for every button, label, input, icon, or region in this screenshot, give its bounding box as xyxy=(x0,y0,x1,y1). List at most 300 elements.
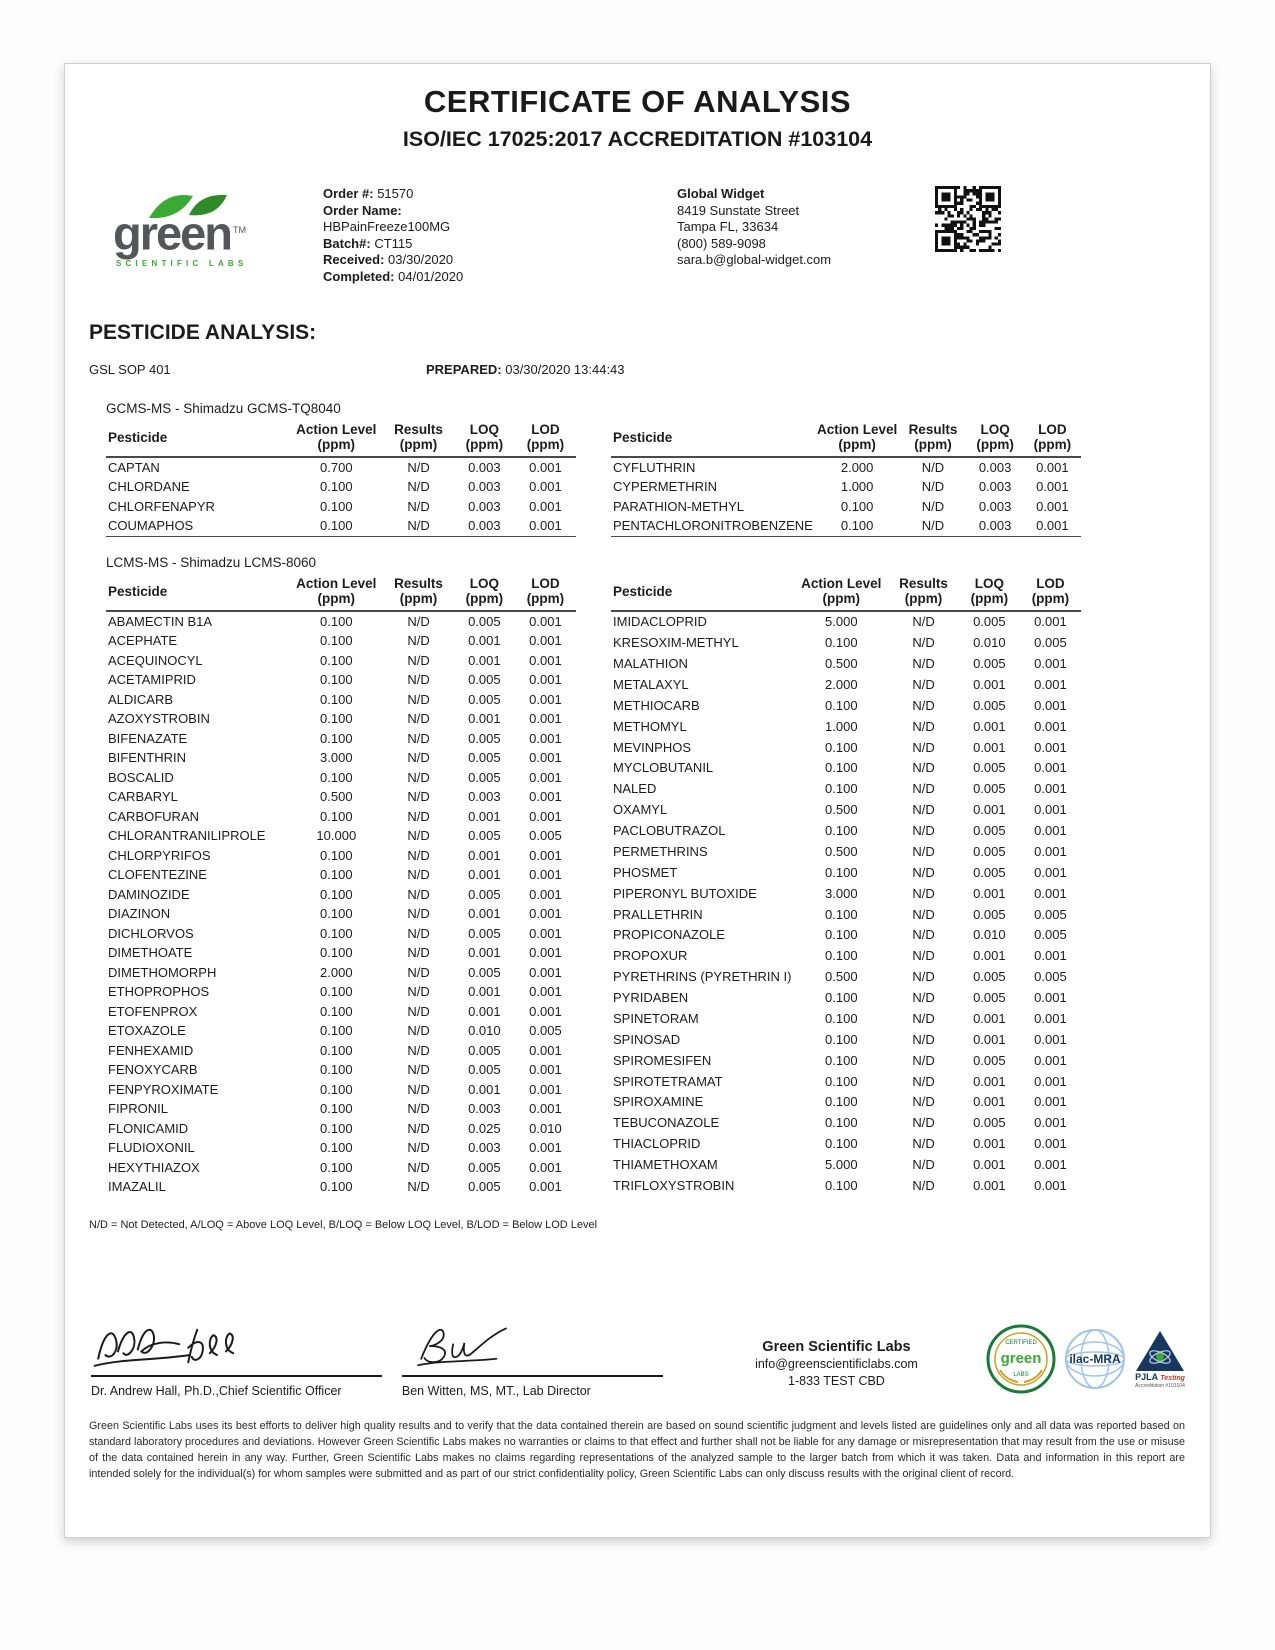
cell-value: N/D xyxy=(407,459,430,475)
cell-value: 0.100 xyxy=(320,1062,353,1077)
cell-value: 0.005 xyxy=(529,1023,562,1038)
cell-value: 0.500 xyxy=(825,843,858,859)
table-row xyxy=(106,729,576,749)
cell-value: 0.001 xyxy=(529,769,562,785)
cell-pesticide: DIMETHOMORPH xyxy=(108,964,217,980)
cell-value: 0.100 xyxy=(825,760,858,776)
table-row xyxy=(106,749,576,769)
column-header-results: Results (ppm) xyxy=(383,420,454,457)
cell-pesticide: BIFENTHRIN xyxy=(108,750,186,765)
table-row xyxy=(611,925,1081,946)
cell-value: N/D xyxy=(407,1140,430,1155)
cell-value: 0.100 xyxy=(320,984,353,999)
cell-value: 0.100 xyxy=(825,927,858,943)
table-row xyxy=(106,1080,576,1100)
cell-value: 0.001 xyxy=(529,945,562,960)
cell-value: 0.005 xyxy=(973,906,1006,922)
green-certified-seal-icon xyxy=(986,1324,1056,1394)
cell-pesticide: SPIROMESIFEN xyxy=(613,1052,712,1068)
cell-value: 0.001 xyxy=(529,672,562,687)
cell-pesticide: ACETAMIPRID xyxy=(108,672,196,687)
gcms-table-right xyxy=(611,420,1081,537)
cell-value: N/D xyxy=(921,498,945,514)
cell-value: 0.100 xyxy=(320,1140,353,1155)
cell-value: N/D xyxy=(912,843,935,859)
table-row xyxy=(106,497,576,517)
cell-value: 0.001 xyxy=(1034,656,1067,672)
lcms-tables xyxy=(106,574,1186,1197)
cell-pesticide: CARBARYL xyxy=(108,789,178,804)
lcms-table-right xyxy=(611,574,1081,1197)
trademark-symbol: TM xyxy=(233,225,246,235)
cell-value: 0.100 xyxy=(320,479,353,494)
cell-value: N/D xyxy=(921,479,945,494)
cell-value: 0.100 xyxy=(320,1101,353,1116)
cell-value: 0.001 xyxy=(1034,676,1067,692)
table-row xyxy=(611,633,1081,654)
client-address-line1: 8419 Sunstate Street xyxy=(677,202,800,218)
column-header-pesticide: Pesticide xyxy=(106,574,289,611)
cell-value: 0.001 xyxy=(973,1157,1006,1173)
cell-value: N/D xyxy=(912,739,935,755)
green-scientific-labs-logo xyxy=(113,186,281,268)
cell-pesticide: FLONICAMID xyxy=(108,1120,189,1136)
cell-pesticide: ETHOPROPHOS xyxy=(108,984,210,999)
table-row xyxy=(611,1113,1081,1134)
cell-pesticide: FENPYROXIMATE xyxy=(108,1081,219,1097)
cell-value: 0.005 xyxy=(1034,906,1067,922)
prepared-row xyxy=(89,362,1186,379)
cell-value: 0.005 xyxy=(468,672,501,687)
table-row xyxy=(106,1100,576,1120)
cell-pesticide: BIFENAZATE xyxy=(108,730,188,746)
cell-value: 0.100 xyxy=(825,1031,858,1047)
table-row xyxy=(106,827,576,847)
cell-value: N/D xyxy=(912,948,935,964)
cell-pesticide: CYFLUTHRIN xyxy=(613,459,696,475)
cell-value: N/D xyxy=(407,1120,430,1136)
cell-value: 0.001 xyxy=(1034,823,1067,839)
cell-value: 0.005 xyxy=(468,1062,501,1077)
lcms-right-body xyxy=(611,611,1081,1197)
table-row xyxy=(611,821,1081,842)
cell-value: 0.001 xyxy=(973,1136,1006,1152)
cell-value: 1.000 xyxy=(840,479,874,494)
cell-value: 1.000 xyxy=(825,718,858,734)
cell-value: 0.001 xyxy=(468,867,501,882)
cell-value: 0.005 xyxy=(468,769,501,785)
cell-value: 0.005 xyxy=(468,925,501,941)
cell-value: N/D xyxy=(407,1003,430,1019)
cell-value: 0.001 xyxy=(529,925,562,941)
cell-value: 0.100 xyxy=(320,847,353,863)
cell-value: 0.001 xyxy=(529,906,562,921)
cell-value: 0.100 xyxy=(320,1179,353,1194)
gcms-tables xyxy=(106,420,1186,537)
client-address-line2: Tampa FL, 33634 xyxy=(677,219,779,234)
cell-value: 0.003 xyxy=(468,789,501,804)
cell-value: 0.001 xyxy=(1034,1031,1067,1047)
cell-pesticide: FENOXYCARB xyxy=(108,1062,198,1077)
cell-value: 0.001 xyxy=(529,808,562,824)
cell-value: N/D xyxy=(912,885,935,901)
cell-pesticide: PYRETHRINS (PYRETHRIN I) xyxy=(613,969,792,985)
cell-value: 0.100 xyxy=(825,1073,858,1089)
cell-value: 0.001 xyxy=(1024,517,1081,537)
cell-value: N/D xyxy=(407,1023,430,1038)
cell-pesticide: DICHLORVOS xyxy=(108,925,194,941)
cell-value: N/D xyxy=(407,633,430,648)
cell-value: 0.100 xyxy=(320,1159,353,1175)
cell-value: 0.001 xyxy=(973,1178,1006,1194)
cell-pesticide: MYCLOBUTANIL xyxy=(613,760,714,776)
signature-block-lab-director xyxy=(402,1319,663,1398)
cell-value: 0.001 xyxy=(973,885,1006,901)
table-row xyxy=(611,1092,1081,1113)
column-header-loq: LOQ (ppm) xyxy=(966,420,1023,457)
cell-value: N/D xyxy=(407,1179,430,1194)
section-title: PESTICIDE ANALYSIS: xyxy=(89,321,317,344)
table-row xyxy=(106,1061,576,1081)
cell-value: 2.000 xyxy=(840,459,874,475)
cell-pesticide: CHLORFENAPYR xyxy=(108,498,215,514)
cell-pesticide: ACEQUINOCYL xyxy=(108,652,203,668)
cell-value: 0.100 xyxy=(320,1120,353,1136)
cell-value: N/D xyxy=(407,808,430,824)
cell-value: 0.001 xyxy=(529,498,562,514)
table-row xyxy=(611,1050,1081,1071)
table-header-row xyxy=(611,420,1081,457)
cell-value: 0.001 xyxy=(529,613,562,629)
cell-value: 0.100 xyxy=(320,886,353,902)
table-row xyxy=(106,807,576,827)
cell-value: 0.100 xyxy=(825,1178,858,1194)
cell-value: 0.500 xyxy=(825,802,858,818)
cell-value: 0.001 xyxy=(529,867,562,882)
order-info xyxy=(281,186,611,285)
cell-value: N/D xyxy=(912,990,935,1006)
table-row xyxy=(611,478,1081,498)
cell-value: 0.001 xyxy=(1034,990,1067,1006)
table-row xyxy=(611,863,1081,884)
brand-wordmark: green ™ xyxy=(113,206,246,260)
cell-value: 0.100 xyxy=(840,498,874,514)
column-header-action-level: Action Level (ppm) xyxy=(289,574,383,611)
table-row xyxy=(106,944,576,964)
cell-value: 0.005 xyxy=(973,1115,1006,1131)
cell-value: 0.100 xyxy=(320,1042,353,1058)
cell-value: N/D xyxy=(407,498,430,514)
svg-text:green: green xyxy=(1000,1350,1042,1367)
order-name-value: HBPainFreeze100MG xyxy=(323,219,451,234)
cell-pesticide: ABAMECTIN B1A xyxy=(108,613,213,629)
cell-pesticide: PIPERONYL BUTOXIDE xyxy=(613,885,757,901)
cell-pesticide: PENTACHLORONITROBENZENE xyxy=(611,517,815,537)
table-row xyxy=(611,1176,1081,1197)
table-row xyxy=(611,758,1081,779)
cell-value: N/D xyxy=(912,1052,935,1068)
cell-value: 0.001 xyxy=(1034,781,1067,797)
column-header-lod: LOD (ppm) xyxy=(515,420,576,457)
cell-value: 0.100 xyxy=(825,1094,858,1110)
cell-value: N/D xyxy=(407,984,430,999)
cell-value: 0.005 xyxy=(468,1159,501,1175)
cell-value: N/D xyxy=(407,691,430,707)
cell-value: N/D xyxy=(407,613,430,629)
cell-pesticide: DIAZINON xyxy=(108,906,171,921)
cell-value: 0.005 xyxy=(468,886,501,902)
cell-value: 0.005 xyxy=(973,864,1006,880)
signature-line xyxy=(91,1375,382,1377)
cell-pesticide: ACEPHATE xyxy=(108,633,178,648)
cell-value: 0.001 xyxy=(1034,864,1067,880)
cell-value: 0.100 xyxy=(320,1003,353,1019)
cell-value: 0.001 xyxy=(468,945,501,960)
cell-value: 0.500 xyxy=(825,656,858,672)
cell-value: 0.001 xyxy=(1036,479,1069,494)
cell-value: 0.001 xyxy=(529,711,562,726)
signature-andrew-hall xyxy=(91,1319,361,1373)
table-row xyxy=(611,1030,1081,1051)
cell-pesticide: PACLOBUTRAZOL xyxy=(613,823,726,839)
cell-pesticide: PROPICONAZOLE xyxy=(613,927,725,943)
cell-value: 0.001 xyxy=(1034,614,1067,630)
signature-ben-witten xyxy=(402,1319,642,1373)
cell-value: 0.001 xyxy=(529,730,562,746)
cell-value: 0.005 xyxy=(468,964,501,980)
order-number: Order #: 51570 xyxy=(323,186,414,201)
prepared-timestamp: PREPARED: 03/30/2020 13:44:43 xyxy=(426,362,625,377)
column-header-action-level: Action Level (ppm) xyxy=(794,574,888,611)
cell-value: 0.001 xyxy=(468,906,501,921)
cell-value: 0.001 xyxy=(515,517,576,537)
cell-pesticide: BOSCALID xyxy=(108,769,174,785)
cell-value: 0.001 xyxy=(468,1081,501,1097)
table-row xyxy=(106,924,576,944)
cell-value: 0.001 xyxy=(973,1010,1006,1026)
brand-tagline: SCIENTIFIC LABS xyxy=(116,258,248,268)
client-email: sara.b@global-widget.com xyxy=(677,252,832,267)
cell-value: 0.100 xyxy=(825,781,858,797)
cell-value: 0.100 xyxy=(320,906,353,921)
cell-value: N/D xyxy=(912,1115,935,1131)
cell-value: N/D xyxy=(912,1031,935,1047)
cell-value: 0.500 xyxy=(825,969,858,985)
cell-value: 0.003 xyxy=(468,459,501,475)
table-row xyxy=(611,946,1081,967)
table-row xyxy=(106,478,576,498)
cell-value: 0.700 xyxy=(320,459,353,475)
cell-pesticide: SPIROXAMINE xyxy=(613,1094,704,1110)
cell-value: 0.001 xyxy=(468,633,501,648)
cell-pesticide: PHOSMET xyxy=(613,864,678,880)
cell-value: 0.100 xyxy=(289,517,383,537)
column-header-loq: LOQ (ppm) xyxy=(959,574,1020,611)
client-info xyxy=(611,186,883,269)
cell-value: N/D xyxy=(912,676,935,692)
cell-value: 0.005 xyxy=(973,781,1006,797)
page-title: CERTIFICATE OF ANALYSIS xyxy=(423,84,852,119)
cell-value: 0.003 xyxy=(468,1101,501,1116)
cell-value: N/D xyxy=(912,1073,935,1089)
cell-value: 0.100 xyxy=(320,730,353,746)
cell-value: 0.100 xyxy=(825,1136,858,1152)
cell-value: 0.001 xyxy=(1036,498,1069,514)
cell-value: 3.000 xyxy=(825,885,858,901)
received-date: Received: 03/30/2020 xyxy=(323,252,454,267)
cell-value: N/D xyxy=(912,823,935,839)
cell-value: 0.001 xyxy=(973,802,1006,818)
cell-value: 0.003 xyxy=(468,1140,501,1155)
cell-value: 0.001 xyxy=(1034,1136,1067,1152)
cell-value: 0.500 xyxy=(320,789,353,804)
cell-pesticide: THIAMETHOXAM xyxy=(613,1157,718,1173)
cell-value: 0.001 xyxy=(468,1003,501,1019)
table-row xyxy=(611,988,1081,1009)
table-row xyxy=(611,1155,1081,1176)
cell-pesticide: IMAZALIL xyxy=(108,1179,166,1194)
table-row xyxy=(106,1139,576,1159)
cell-value: 0.005 xyxy=(973,1052,1006,1068)
cell-value: 0.100 xyxy=(825,697,858,713)
table-row xyxy=(106,632,576,652)
svg-text:CERTIFIED: CERTIFIED xyxy=(1005,1340,1037,1346)
table-row xyxy=(611,779,1081,800)
table-row xyxy=(611,967,1081,988)
cell-value: 0.001 xyxy=(468,711,501,726)
cell-value: 0.001 xyxy=(529,459,562,475)
table-row xyxy=(611,842,1081,863)
cell-value: 0.100 xyxy=(825,1115,858,1131)
cell-value: 0.005 xyxy=(468,750,501,765)
cell-value: 0.001 xyxy=(1034,1157,1067,1173)
cell-value: 0.100 xyxy=(825,635,858,651)
cell-value: 0.100 xyxy=(320,652,353,668)
cell-pesticide: PARATHION-METHYL xyxy=(613,498,744,514)
table-row xyxy=(106,671,576,691)
cell-value: 0.100 xyxy=(320,1081,353,1097)
cell-value: 0.010 xyxy=(468,1023,501,1038)
cell-value: 0.001 xyxy=(1034,1094,1067,1110)
cell-pesticide: MALATHION xyxy=(613,656,688,672)
cell-value: N/D xyxy=(407,886,430,902)
legend-footnote: N/D = Not Detected, A/LOQ = Above LOQ Level, B/LOQ = Below LOQ Level, B/LOD = Below LOD Level xyxy=(89,1219,598,1231)
signature-line xyxy=(402,1375,663,1377)
cell-value: 0.010 xyxy=(973,635,1006,651)
gcms-instrument-title: GCMS-MS - Shimadzu GCMS-TQ8040 xyxy=(106,401,341,416)
cell-value: 0.005 xyxy=(1034,969,1067,985)
cell-value: 0.001 xyxy=(973,1073,1006,1089)
cell-value: N/D xyxy=(407,1042,430,1058)
pjla-seal-icon xyxy=(1134,1329,1186,1389)
cell-value: 0.100 xyxy=(825,948,858,964)
ilac-mra-seal-icon xyxy=(1063,1327,1127,1391)
cell-value: 0.001 xyxy=(529,633,562,648)
cell-value: 0.001 xyxy=(1034,843,1067,859)
column-header-results: Results (ppm) xyxy=(899,420,966,457)
cell-value: 0.003 xyxy=(978,459,1012,475)
cell-value: 0.005 xyxy=(529,828,562,843)
cell-value: 0.001 xyxy=(529,964,562,980)
column-header-lod: LOD (ppm) xyxy=(1024,420,1081,457)
cell-value: 0.005 xyxy=(973,656,1006,672)
table-row xyxy=(106,788,576,808)
cell-value: N/D xyxy=(912,864,935,880)
column-header-pesticide: Pesticide xyxy=(611,574,794,611)
cell-value: N/D xyxy=(383,517,454,537)
table-row xyxy=(106,1119,576,1139)
column-header-action-level: Action Level (ppm) xyxy=(289,420,383,457)
lcms-left-body xyxy=(106,611,576,1197)
table-row xyxy=(611,737,1081,758)
cell-value: N/D xyxy=(407,1062,430,1077)
cell-pesticide: OXAMYL xyxy=(613,802,668,818)
cell-value: N/D xyxy=(912,906,935,922)
cell-value: 0.100 xyxy=(825,739,858,755)
cell-value: 3.000 xyxy=(320,750,353,765)
cell-value: N/D xyxy=(912,635,935,651)
cell-value: 0.001 xyxy=(529,847,562,863)
table-header-row xyxy=(106,574,576,611)
cell-value: N/D xyxy=(407,1159,430,1175)
cell-value: 0.005 xyxy=(468,691,501,707)
cell-value: N/D xyxy=(912,927,935,943)
cell-value: 0.001 xyxy=(529,1159,562,1175)
cell-value: N/D xyxy=(912,802,935,818)
table-row xyxy=(106,963,576,983)
cell-value: 0.100 xyxy=(320,633,353,648)
cell-pesticide: MEVINPHOS xyxy=(613,739,692,755)
cell-value: 0.005 xyxy=(468,1179,501,1194)
table-row xyxy=(611,1071,1081,1092)
table-row xyxy=(611,883,1081,904)
sop-reference: GSL SOP 401 xyxy=(89,362,171,377)
column-header-results: Results (ppm) xyxy=(888,574,959,611)
table-row xyxy=(106,846,576,866)
cell-pesticide: THIACLOPRID xyxy=(613,1136,701,1152)
cell-pesticide: SPINOSAD xyxy=(613,1031,681,1047)
cell-value: N/D xyxy=(407,964,430,980)
cell-value: 0.001 xyxy=(1034,802,1067,818)
cell-value: 0.010 xyxy=(973,927,1006,943)
cell-value: 0.005 xyxy=(1034,635,1067,651)
table-row xyxy=(106,457,576,478)
cell-pesticide: SPINETORAM xyxy=(613,1010,699,1026)
cell-value: N/D xyxy=(912,1136,935,1152)
certificate-page xyxy=(64,63,1211,1538)
table-row xyxy=(611,1009,1081,1030)
cell-value: 5.000 xyxy=(825,1157,858,1173)
cell-value: 0.001 xyxy=(1034,948,1067,964)
cell-value: 0.001 xyxy=(973,1094,1006,1110)
cell-value: N/D xyxy=(407,847,430,863)
cell-value: 0.100 xyxy=(825,990,858,1006)
cell-pesticide: CHLORANTRANILIPROLE xyxy=(108,828,266,843)
cell-value: 0.001 xyxy=(529,1081,562,1097)
signatory-name: Dr. Andrew Hall, Ph.D.,Chief Scientific Officer xyxy=(91,1384,342,1398)
qr-code xyxy=(935,186,1001,252)
column-header-pesticide: Pesticide xyxy=(611,420,815,457)
table-header-row xyxy=(611,574,1081,611)
cell-value: N/D xyxy=(407,479,430,494)
cell-value: N/D xyxy=(407,906,430,921)
cell-value: N/D xyxy=(912,781,935,797)
table-row xyxy=(106,611,576,632)
cell-value: 0.001 xyxy=(529,1042,562,1058)
cell-value: N/D xyxy=(912,656,935,672)
cell-value: 0.005 xyxy=(1034,927,1067,943)
cell-value: 0.005 xyxy=(973,990,1006,1006)
